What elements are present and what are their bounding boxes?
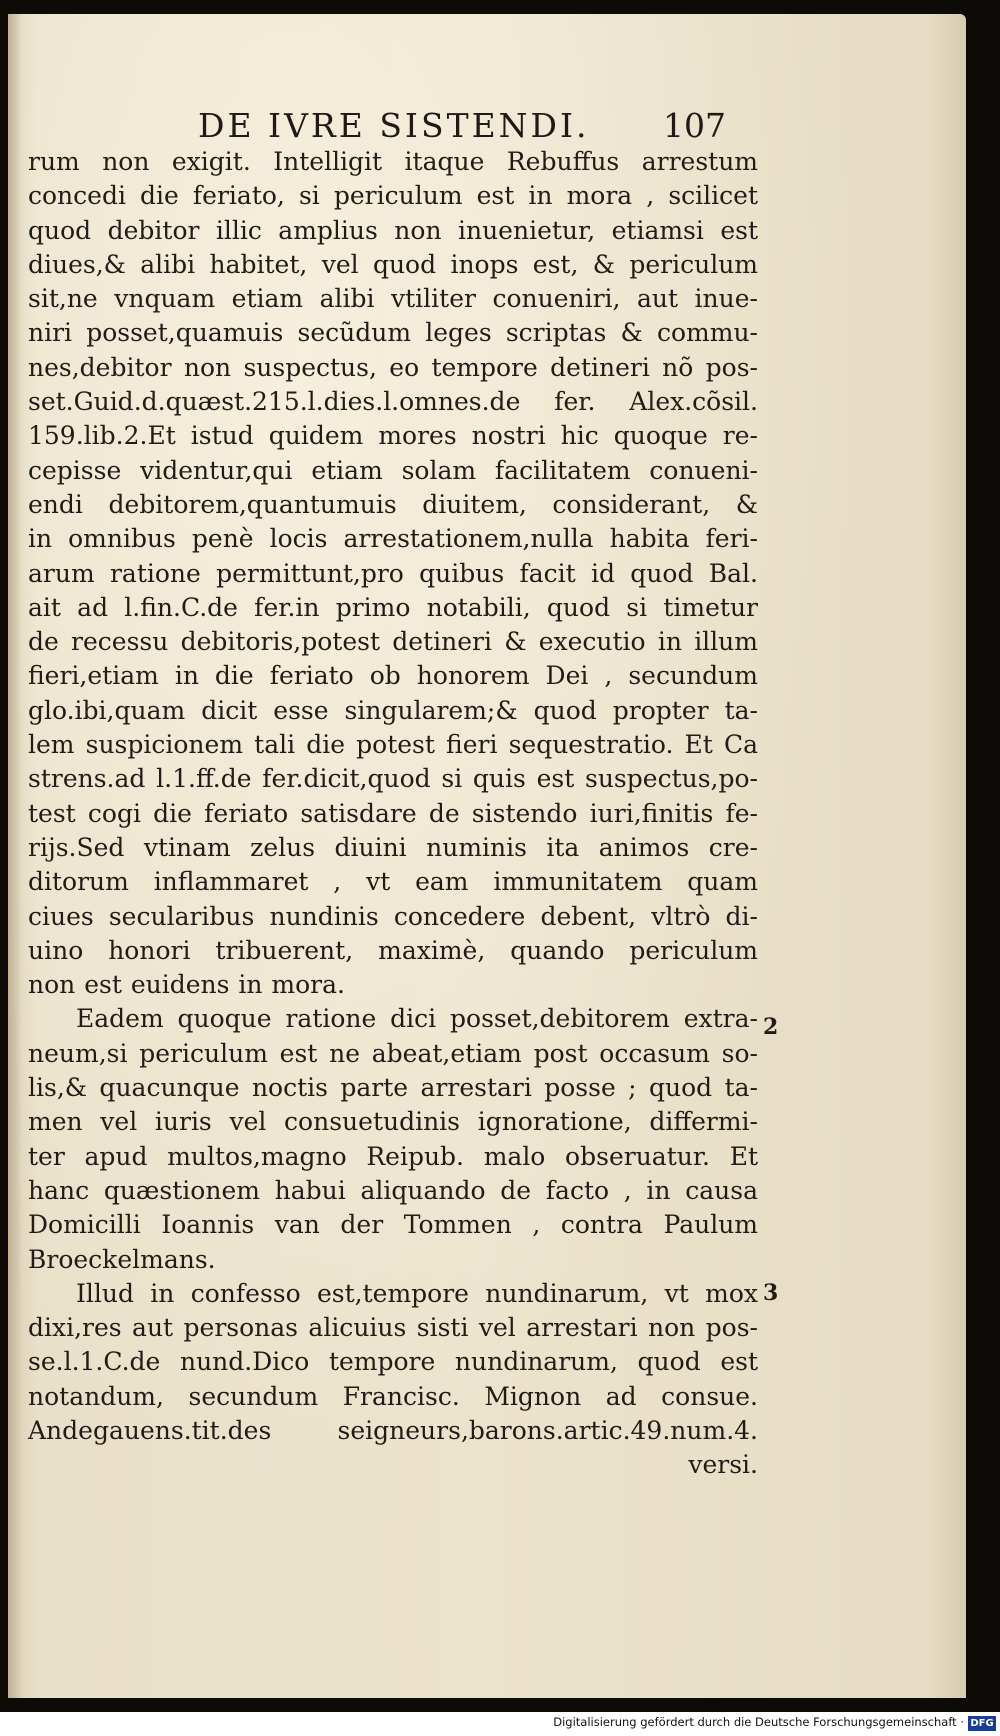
text-line: diues,& alibi habitet, vel quod inops est, & periculum [28, 249, 758, 279]
text-line: Domicilli Ioannis van der Tommen , contra Paulum [28, 1210, 758, 1240]
text-line: uino honori tribuerent, maximè, quando periculum [28, 935, 758, 965]
text-line: ditorum inflammaret , vt eam immunitatem quam [28, 867, 758, 897]
text-line: fieri,etiam in die feriato ob honorem Dei , secundum [28, 661, 758, 691]
text-line: rijs.Sed vtinam zelus diuini numinis ita animos cre- [28, 832, 758, 862]
running-head-title: DE IVRE SISTENDI. [198, 106, 590, 145]
text-line: test cogi die feriato satisdare de sistendo iuri,finitis fe- [28, 798, 758, 828]
text-line: ciues secularibus nundinis concedere debent, vltrò di- [28, 901, 758, 931]
funding-credit: Digitalisierung gefördert durch die Deutsche Forschungsgemeinschaft · [553, 1715, 964, 1729]
text-line: Andegauens.tit.des seigneurs,barons.artic.49.num.4. [28, 1415, 758, 1445]
text-line: sit,ne vnquam etiam alibi vtiliter conueniri, aut inue- [28, 284, 758, 314]
text-line: ait ad l.fin.C.de fer.in primo notabili, quod si timetur [28, 592, 758, 622]
page-gutter-shadow [8, 14, 22, 1698]
text-line: cepisse videntur,qui etiam solam facilitatem conueni- [28, 455, 758, 485]
text-line: nes,debitor non suspectus, eo tempore detineri nõ pos- [28, 352, 758, 382]
text-line: rum non exigit. Intelligit itaque Rebuffus arrestum [28, 147, 758, 176]
text-line: strens.ad l.1.ff.de fer.dicit,quod si quis est suspectus,po- [28, 764, 758, 794]
text-line: 159.lib.2.Et istud quidem mores nostri hic quoque re- [28, 421, 758, 451]
text-line: niri posset,quamuis secũdum leges scriptas & commu- [28, 318, 758, 348]
text-line: Broeckelmans. [28, 1244, 216, 1274]
dfg-logo: DFG [968, 1716, 996, 1731]
page-number: 107 [663, 106, 726, 145]
digitization-footer [0, 1712, 1000, 1736]
text-line: de recessu debitoris,potest detineri & executio in illum [28, 627, 758, 657]
catchword-line: versi. [688, 1450, 758, 1480]
text-line: glo.ibi,quam dicit esse singularem;& quod propter ta- [28, 695, 758, 725]
body-text [28, 145, 758, 1483]
text-line: dixi,res aut personas alicuius sisti vel arrestari non pos- [28, 1313, 758, 1343]
paragraph-start-line: Illud in confesso est,tempore nundinarum, vt mox [76, 1278, 758, 1308]
margin-note-3: 3 [763, 1280, 779, 1306]
text-line: arum ratione permittunt,pro quibus facit id quod Bal. [28, 558, 758, 588]
text-line: endi debitorem,quantumuis diuitem, considerant, & [28, 489, 758, 519]
paragraph-start-line: Eadem quoque ratione dici posset,debitorem extra- [76, 1004, 758, 1034]
text-line: notandum, secundum Francisc. Mignon ad consue. [28, 1381, 758, 1411]
text-line: lem suspicionem tali die potest fieri sequestratio. Et Ca [28, 730, 758, 760]
text-line: ter apud multos,magno Reipub. malo obseruatur. Et [28, 1141, 758, 1171]
text-line: men vel iuris vel consuetudinis ignoratione, differmi- [28, 1107, 758, 1137]
text-line: se.l.1.C.de nund.Dico tempore nundinarum, quod est [28, 1347, 758, 1377]
book-page [8, 14, 966, 1698]
text-line: set.Guid.d.quæst.215.l.dies.l.omnes.de fer. Alex.cõsil. [28, 387, 758, 417]
margin-note-2: 2 [763, 1014, 779, 1040]
text-line: lis,& quacunque noctis parte arrestari posse ; quod ta- [28, 1073, 758, 1103]
text-line: neum,si periculum est ne abeat,etiam post occasum so- [28, 1038, 758, 1068]
text-line: quod debitor illic amplius non inuenietur, etiamsi est [28, 215, 758, 245]
text-line: in omnibus penè locis arrestationem,nulla habita feri- [28, 524, 758, 554]
text-line: concedi die feriato, si periculum est in mora , scilicet [28, 181, 758, 211]
text-line: hanc quæstionem habui aliquando de facto , in causa [28, 1175, 758, 1205]
text-line: non est euidens in mora. [28, 970, 345, 1000]
